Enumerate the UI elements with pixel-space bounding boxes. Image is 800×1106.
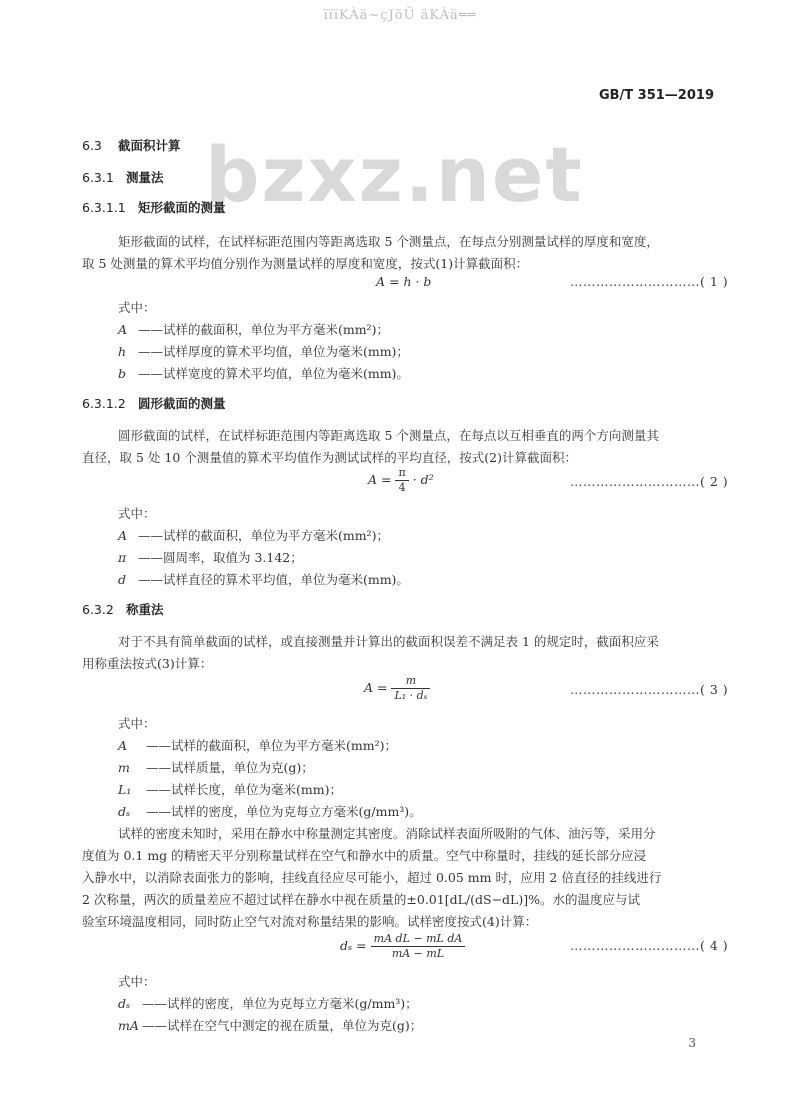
section-title: 称重法 bbox=[126, 602, 164, 617]
variable-definition bbox=[118, 526, 389, 544]
variable-definition bbox=[118, 802, 422, 820]
variable-symbol: m bbox=[118, 760, 130, 775]
variable-symbol: mA bbox=[118, 1018, 139, 1033]
paragraph-line: 验室环境温度相同，同时防止空气对流对称量结果的影响。试样密度按式(4)计算： bbox=[82, 914, 538, 929]
section-number: 6.3.1.1 bbox=[82, 200, 126, 215]
top-header-mark: ïïïKÀä~çJõÜ äKÀä══ bbox=[323, 8, 477, 23]
variable-symbol: π bbox=[118, 550, 127, 565]
section-number: 6.3.1 bbox=[82, 170, 114, 185]
numerator: mA dL − mL dA bbox=[371, 932, 466, 947]
denominator: mA − mL bbox=[391, 947, 445, 960]
equation-number: …………………………( 3 ) bbox=[570, 682, 729, 697]
section-title: 圆形截面的测量 bbox=[138, 396, 226, 411]
paragraph-line: 入静水中，以消除表面张力的影响，挂线直径应尽可能小，超过 0.05 mm 时，应用 2 倍直径的挂线进行 bbox=[82, 870, 662, 885]
where-label: 式中： bbox=[118, 506, 156, 521]
section-6-3-1-heading bbox=[82, 168, 164, 186]
equation-number: …………………………( 2 ) bbox=[570, 474, 729, 489]
variable-symbol: A bbox=[118, 322, 128, 337]
numerator: π bbox=[395, 466, 408, 481]
standard-number: GB/T 351—2019 bbox=[598, 88, 714, 103]
equation-number: …………………………( 4 ) bbox=[570, 938, 729, 953]
section-number: 6.3.2 bbox=[82, 602, 114, 617]
variable-text: ——试样的密度，单位为克每立方毫米(g/mm³)。 bbox=[146, 804, 422, 819]
variable-text: ——试样的密度，单位为克每立方毫米(g/mm³)； bbox=[142, 996, 418, 1011]
variable-text: ——试样的截面积，单位为平方毫米(mm²)； bbox=[134, 322, 389, 337]
variable-text: ——试样在空气中测定的视在质量，单位为克(g)； bbox=[142, 1018, 423, 1033]
variable-definition bbox=[118, 548, 303, 566]
equation-number: …………………………( 1 ) bbox=[570, 274, 729, 289]
variable-definition bbox=[118, 342, 409, 360]
variable-definition bbox=[118, 758, 314, 776]
fraction bbox=[391, 674, 430, 703]
variable-text: ——试样长度，单位为毫米(mm)； bbox=[146, 782, 342, 797]
equation-3 bbox=[364, 674, 430, 703]
variable-text: ——试样厚度的算术平均值，单位为毫米(mm)； bbox=[134, 344, 409, 359]
variable-definition bbox=[118, 1016, 422, 1034]
denominator: L₁ · dₛ bbox=[394, 689, 428, 702]
equation-lhs: A = bbox=[364, 680, 388, 695]
section-title: 矩形截面的测量 bbox=[138, 200, 226, 215]
equation-lhs: dₛ = bbox=[340, 938, 367, 953]
variable-definition bbox=[118, 570, 409, 588]
variable-text: ——试样宽度的算术平均值，单位为毫米(mm)。 bbox=[134, 366, 409, 381]
paragraph-line: 取 5 处测量的算术平均值分别作为测量试样的厚度和宽度，按式(1)计算截面积： bbox=[82, 256, 529, 271]
watermark: bzxz.net bbox=[205, 130, 584, 219]
paragraph-line: 用称重法按式(3)计算： bbox=[82, 656, 213, 671]
where-label: 式中： bbox=[118, 974, 156, 989]
section-6-3-heading bbox=[82, 136, 181, 154]
paragraph-line: 矩形截面的试样，在试样标距范围内等距离选取 5 个测量点，在每点分别测量试样的厚度和宽度， bbox=[118, 234, 659, 249]
paragraph-line: 度值为 0.1 mg 的精密天平分别称量试样在空气和静水中的质量。空气中称量时，挂线的延长部分应浸 bbox=[82, 848, 647, 863]
where-label: 式中： bbox=[118, 716, 156, 731]
section-number: 6.3.1.2 bbox=[82, 396, 126, 411]
variable-symbol: dₛ bbox=[118, 996, 131, 1011]
variable-definition bbox=[118, 320, 389, 338]
section-number: 6.3 bbox=[82, 138, 102, 153]
section-title: 截面积计算 bbox=[118, 138, 181, 153]
variable-symbol: A bbox=[118, 528, 128, 543]
section-6-3-1-2-heading bbox=[82, 394, 226, 412]
section-6-3-1-1-heading bbox=[82, 198, 226, 216]
variable-text: ——试样的截面积，单位为平方毫米(mm²)； bbox=[146, 738, 397, 753]
variable-text: ——试样直径的算术平均值，单位为毫米(mm)。 bbox=[134, 572, 409, 587]
section-title: 测量法 bbox=[126, 170, 164, 185]
variable-symbol: L₁ bbox=[118, 782, 132, 797]
equation-lhs: A = bbox=[368, 472, 392, 487]
section-6-3-2-heading bbox=[82, 600, 164, 618]
variable-definition bbox=[118, 994, 418, 1012]
variable-symbol: h bbox=[118, 344, 127, 359]
variable-text: ——圆周率，取值为 3.142； bbox=[134, 550, 303, 565]
paragraph-line: 圆形截面的试样，在试样标距范围内等距离选取 5 个测量点，在每点以互相垂直的两个方向测量其 bbox=[118, 428, 659, 443]
variable-definition bbox=[118, 364, 409, 382]
variable-symbol: b bbox=[118, 366, 127, 381]
paragraph-line: 试样的密度未知时，采用在静水中称量测定其密度。消除试样表面所吸附的气体、油污等，采用分 bbox=[118, 826, 656, 841]
fraction bbox=[371, 932, 466, 961]
page-number: 3 bbox=[688, 1036, 696, 1050]
variable-definition bbox=[118, 780, 342, 798]
where-label: 式中： bbox=[118, 300, 156, 315]
equation-1: A = h · b bbox=[376, 274, 432, 289]
equation-4 bbox=[340, 932, 465, 961]
variable-text: ——试样质量，单位为克(g)； bbox=[146, 760, 314, 775]
variable-symbol: A bbox=[118, 738, 128, 753]
variable-text: ——试样的截面积，单位为平方毫米(mm²)； bbox=[134, 528, 389, 543]
variable-symbol: dₛ bbox=[118, 804, 131, 819]
variable-symbol: d bbox=[118, 572, 127, 587]
variable-definition bbox=[118, 736, 397, 754]
paragraph-line: 直径，取 5 处 10 个测量值的算术平均值作为测试试样的平均直径，按式(2)计算截面积： bbox=[82, 450, 577, 465]
equation-2 bbox=[368, 466, 434, 495]
fraction bbox=[395, 466, 408, 495]
paragraph-line: 2 次称量，两次的质量差应不超过试样在静水中视在质量的±0.01[dL/(dS−dL)]%。水的温度应与试 bbox=[82, 892, 640, 907]
equation-rhs: · d² bbox=[412, 472, 434, 487]
paragraph-line: 对于不具有简单截面的试样，或直接测量并计算出的截面积误差不满足表 1 的规定时，截面积应采 bbox=[118, 634, 659, 649]
numerator: m bbox=[391, 674, 430, 689]
denominator: 4 bbox=[398, 481, 406, 494]
